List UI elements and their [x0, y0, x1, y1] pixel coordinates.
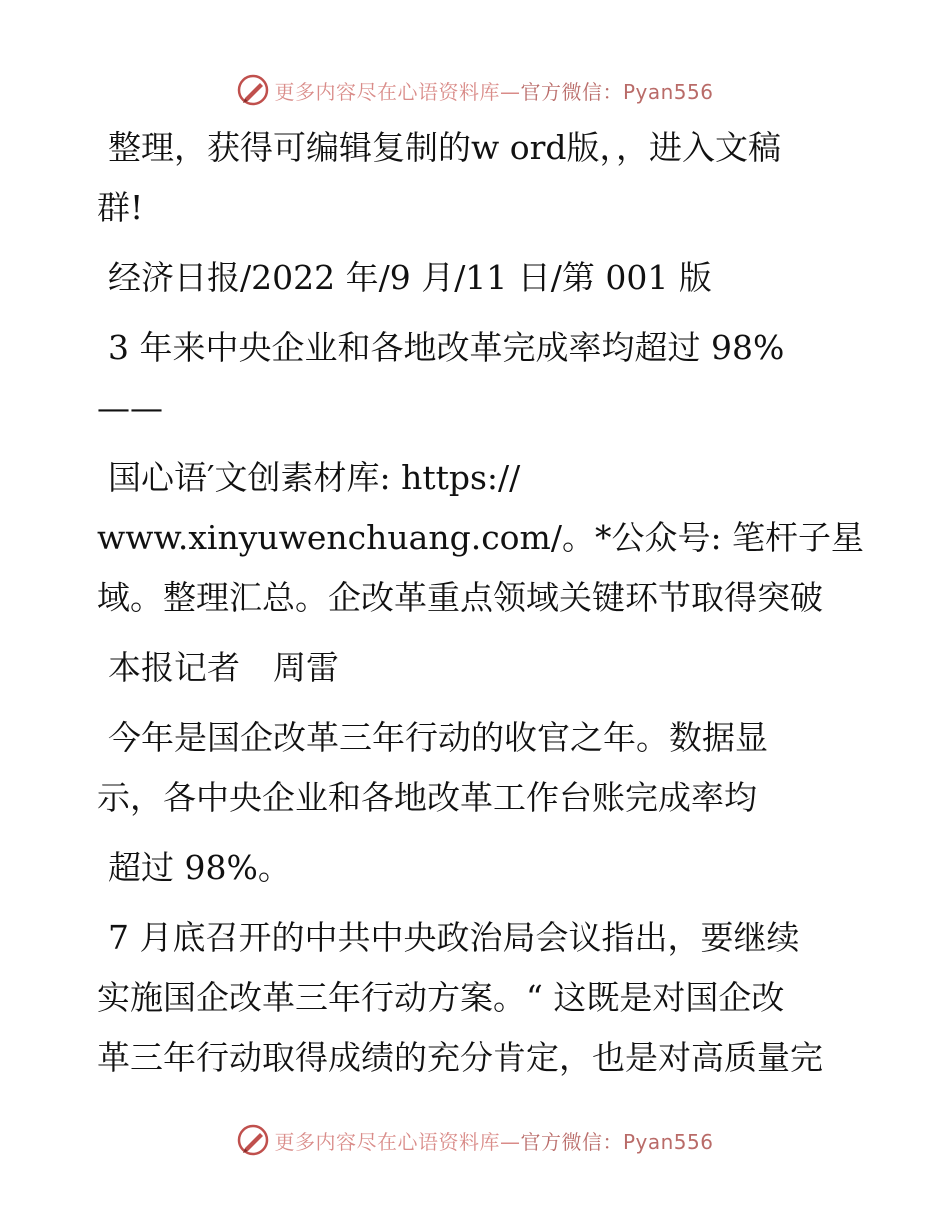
text-line: 国心语′文创素材库: https://: [108, 458, 521, 497]
pen-logo-icon: [236, 1123, 270, 1157]
text-line: 域。整理汇总。企改革重点领域关键环节取得突破: [97, 578, 823, 617]
paragraph-line: 超过 98%。: [108, 848, 291, 887]
paragraph-line: 革三年行动取得成绩的充分肯定，也是对高质量完: [97, 1038, 823, 1077]
paragraph-line: 示，各中央企业和各地改革工作台账完成率均: [97, 778, 757, 817]
watermark-wechat: 官方微信：Pyan556: [520, 79, 714, 104]
text-line: www.xinyuwenchuang.com/。*公众号: 笔杆子星: [97, 518, 865, 557]
paragraph-line: 7 月底召开的中共中央政治局会议指出，要继续: [108, 918, 800, 957]
text-line: 群!: [97, 188, 144, 227]
document-body: [97, 118, 865, 1088]
watermark-banner-bottom: [0, 1120, 950, 1160]
paragraph-line: 实施国企改革三年行动方案。“ 这既是对国企改: [97, 978, 785, 1017]
source-line: 经济日报/2022 年/9 月/11 日/第 001 版: [108, 258, 712, 297]
watermark-text: 更多内容尽在心语资料库—官方微信：Pyan556: [274, 79, 714, 104]
watermark-wechat: 官方微信：Pyan556: [520, 1129, 714, 1154]
headline: 3 年来中央企业和各地改革完成率均超过 98%: [108, 328, 785, 367]
pen-logo-icon: [236, 73, 270, 107]
headline-dash: ——: [97, 388, 163, 427]
watermark-text: 更多内容尽在心语资料库—官方微信：Pyan556: [274, 1129, 714, 1154]
watermark-banner-top: [0, 70, 950, 110]
text-line: 整理，获得可编辑复制的w ord版，，进入文稿: [108, 128, 782, 167]
byline: 本报记者 周雷: [108, 648, 339, 687]
paragraph-line: 今年是国企改革三年行动的收官之年。数据显: [108, 718, 768, 757]
